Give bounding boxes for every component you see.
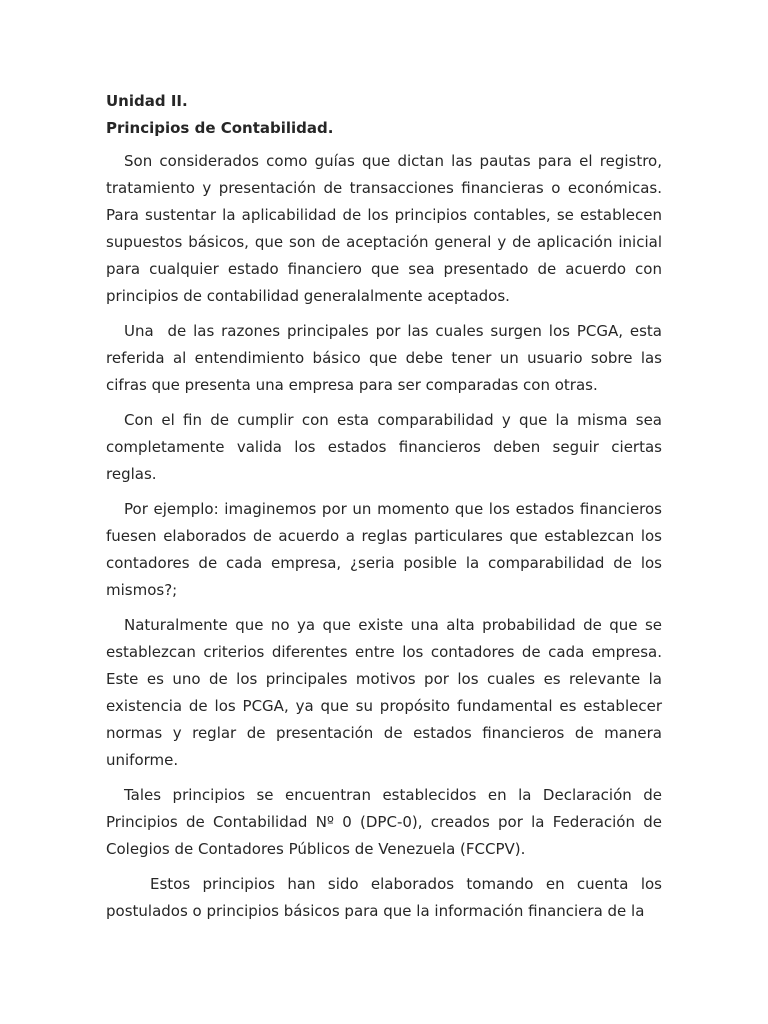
paragraph-postulates: Estos principios han sido elaborados tomando en cuenta los postulados o principios básicos para que la información financiera de la [106,875,662,920]
unit-title: Unidad II. [106,92,188,110]
paragraph-criteria: Naturalmente que no ya que existe una alta probabilidad de que se establezcan criterios diferentes entre los contadores de cada empresa. Este es uno de los principales motivos por los cuales es relevante la existencia de los PCGA, ya que su propósito fundamental es establecer normas y reglar de presentación de estados financieros de manera uniforme. [106,616,662,769]
paragraph-reasons: Una de las razones principales por las cuales surgen los PCGA, esta referida al entendimiento básico que debe tener un usuario sobre las cifras que presenta una empresa para ser comparadas con otras. [106,322,667,394]
paragraph-definition: Son considerados como guías que dictan las pautas para el registro, tratamiento y presentación de transacciones financieras o económicas. Para sustentar la aplicabilidad de los principios contables, se establecen supuestos básicos, que son de aceptación general y de aplicación inicial para cualquier estado financiero que sea presentado de acuerdo con principios de contabilidad generalalmente aceptados. [106,152,662,305]
paragraph-comparability: Con el fin de cumplir con esta comparabilidad y que la misma sea completamente valida los estados financieros deben seguir ciertas reglas. [106,411,662,483]
paragraph-declaration: Tales principios se encuentran establecidos en la Declaración de Principios de Contabilidad Nº 0 (DPC-0), creados por la Federación de Colegios de Contadores Públicos de Venezuela (FCCPV). [106,786,662,858]
paragraph-example: Por ejemplo: imaginemos por un momento que los estados financieros fuesen elaborados de acuerdo a reglas particulares que establezcan los contadores de cada empresa, ¿seria posible la comparabilidad de los mismos?; [106,500,662,599]
document-body [106,88,667,933]
section-title: Principios de Contabilidad. [106,119,334,137]
